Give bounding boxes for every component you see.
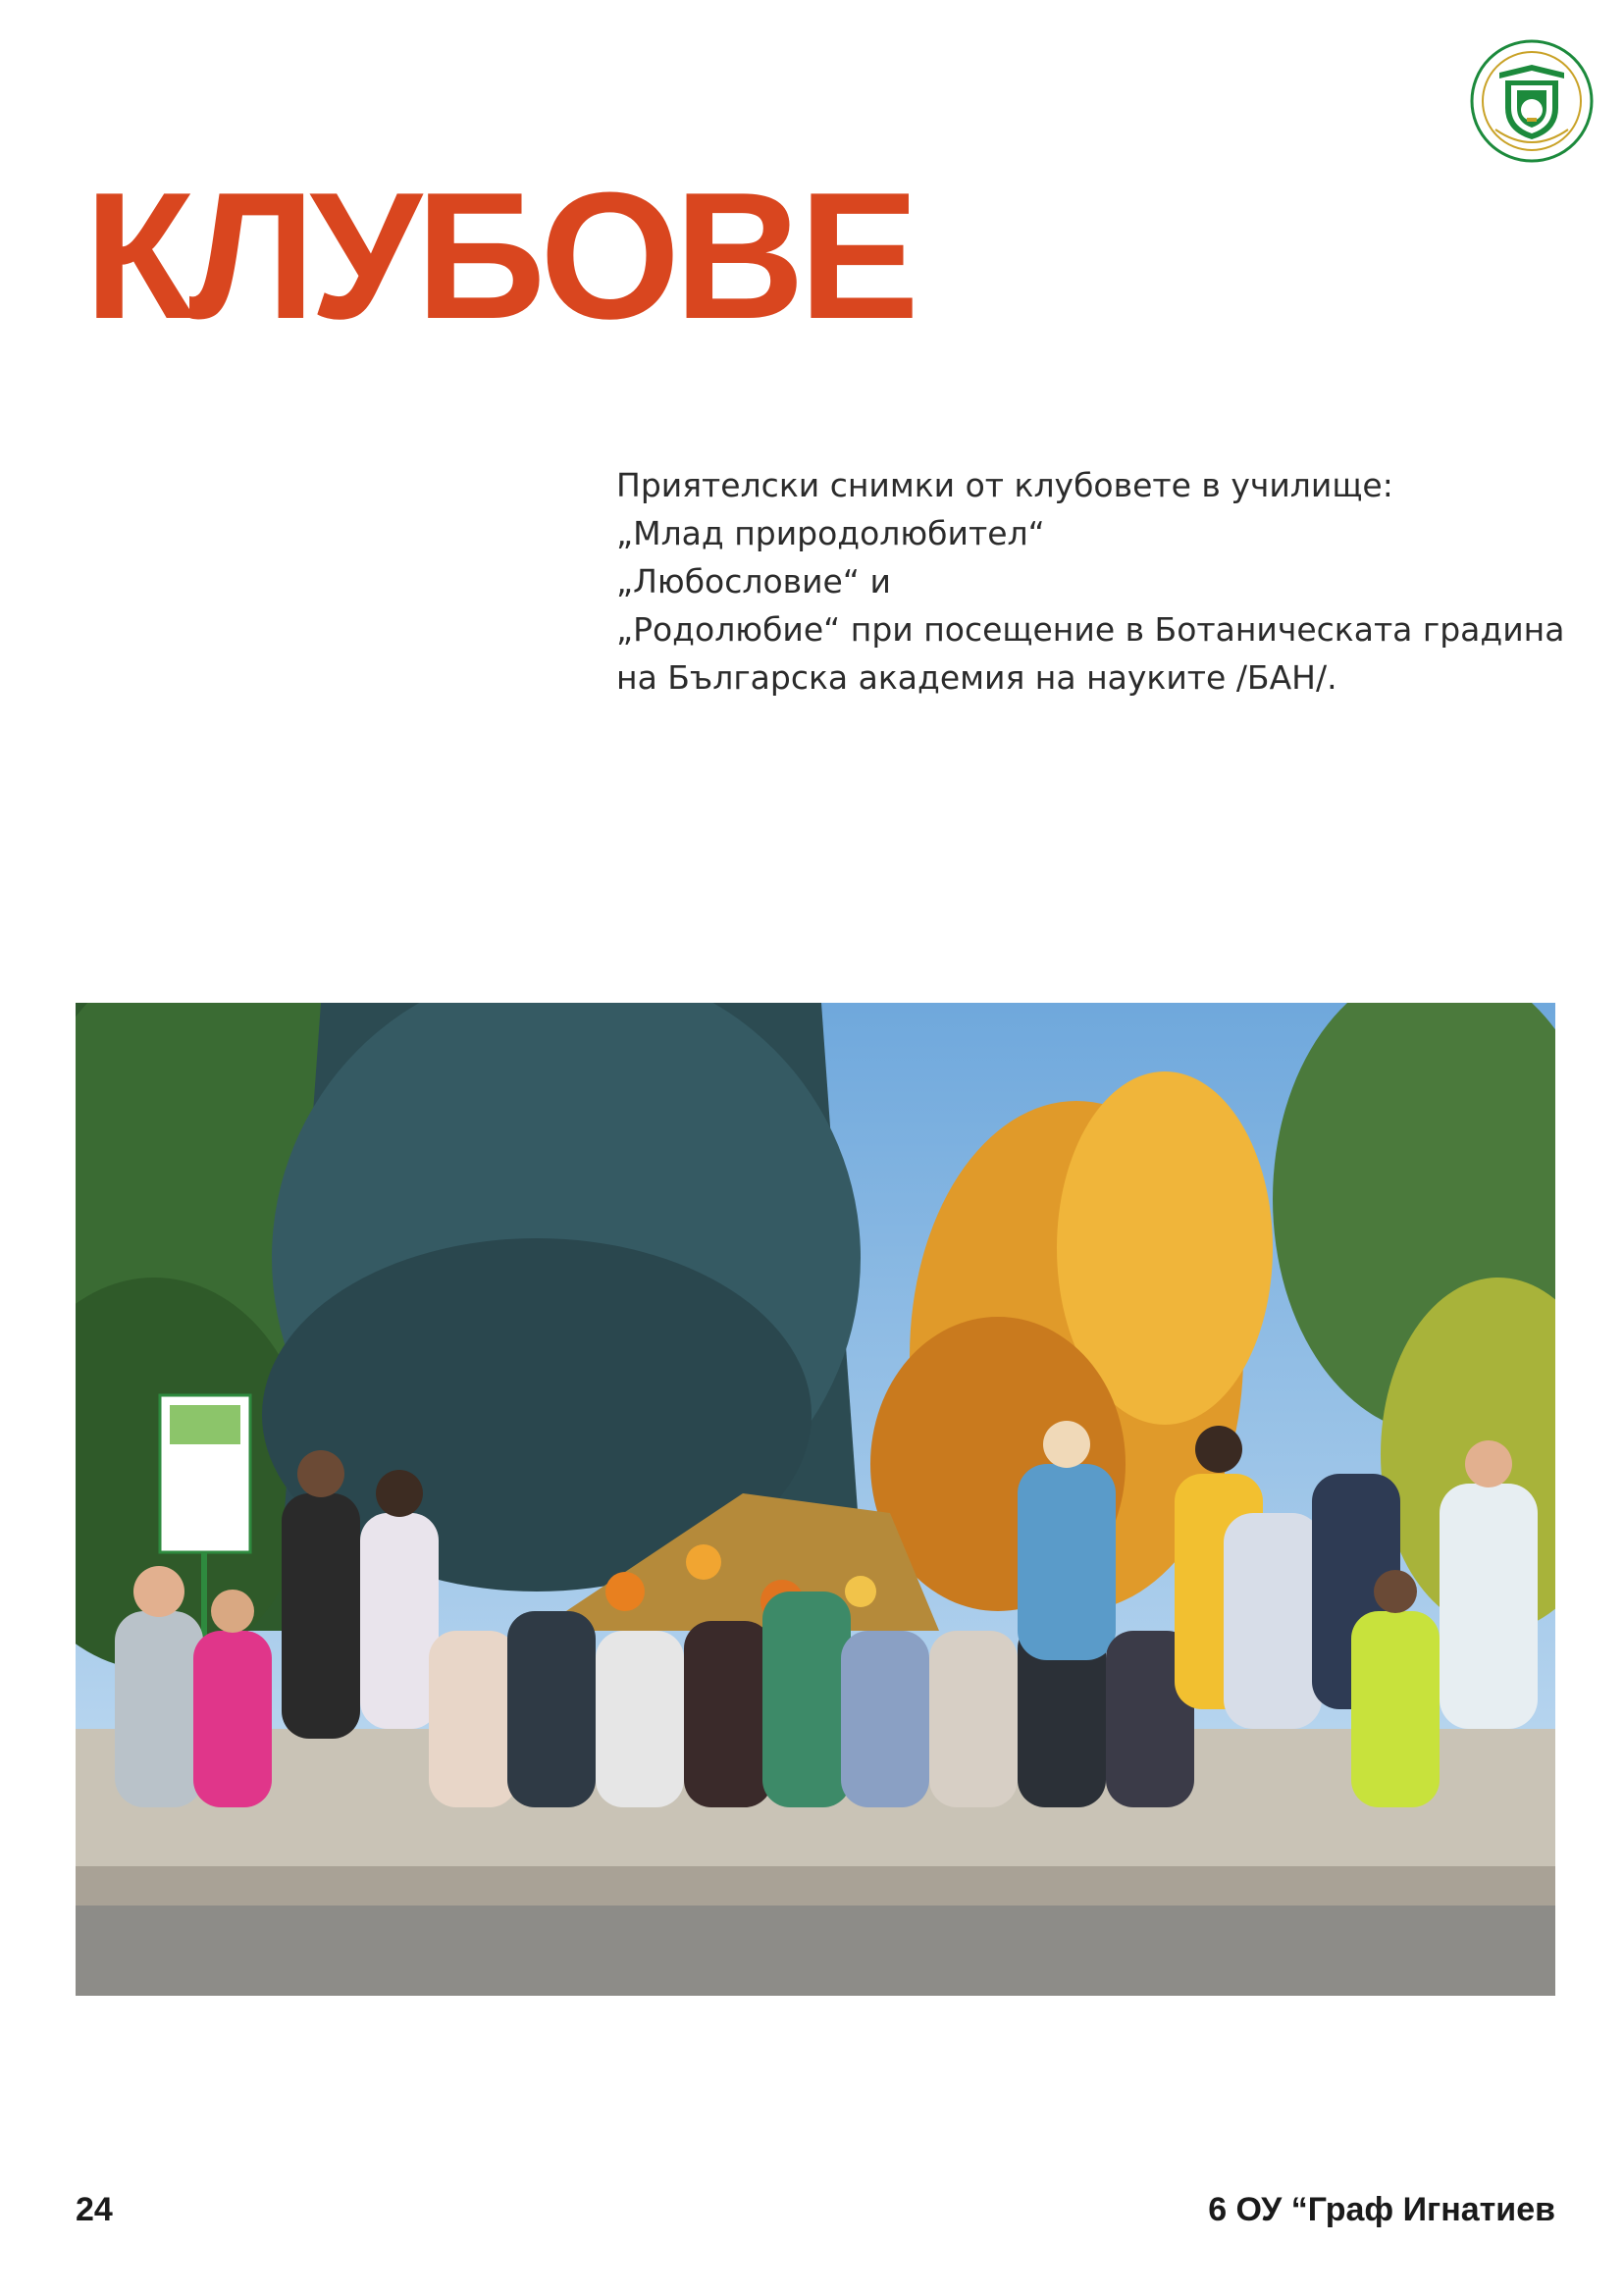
group-photo-icon bbox=[76, 1003, 1555, 1996]
group-photo bbox=[76, 1003, 1555, 1996]
intro-text bbox=[616, 461, 1578, 702]
page-title: КЛУБОВЕ bbox=[84, 154, 914, 356]
school-name: 6 ОУ “Граф Игнатиев bbox=[1208, 2191, 1555, 2228]
intro-line: Приятелски снимки от клубовете в училище: bbox=[616, 466, 1393, 504]
intro-line: „Родолюбие“ при посещение в Ботаническата градина bbox=[616, 610, 1565, 649]
school-emblem-icon bbox=[1470, 39, 1594, 163]
school-logo bbox=[1470, 39, 1594, 163]
intro-line: „Любословие“ и bbox=[616, 562, 891, 600]
page-number: 24 bbox=[76, 2191, 113, 2228]
intro-line: „Млад природолюбител“ bbox=[616, 514, 1045, 552]
intro-line: на Българска академия на науките /БАН/. bbox=[616, 658, 1337, 697]
